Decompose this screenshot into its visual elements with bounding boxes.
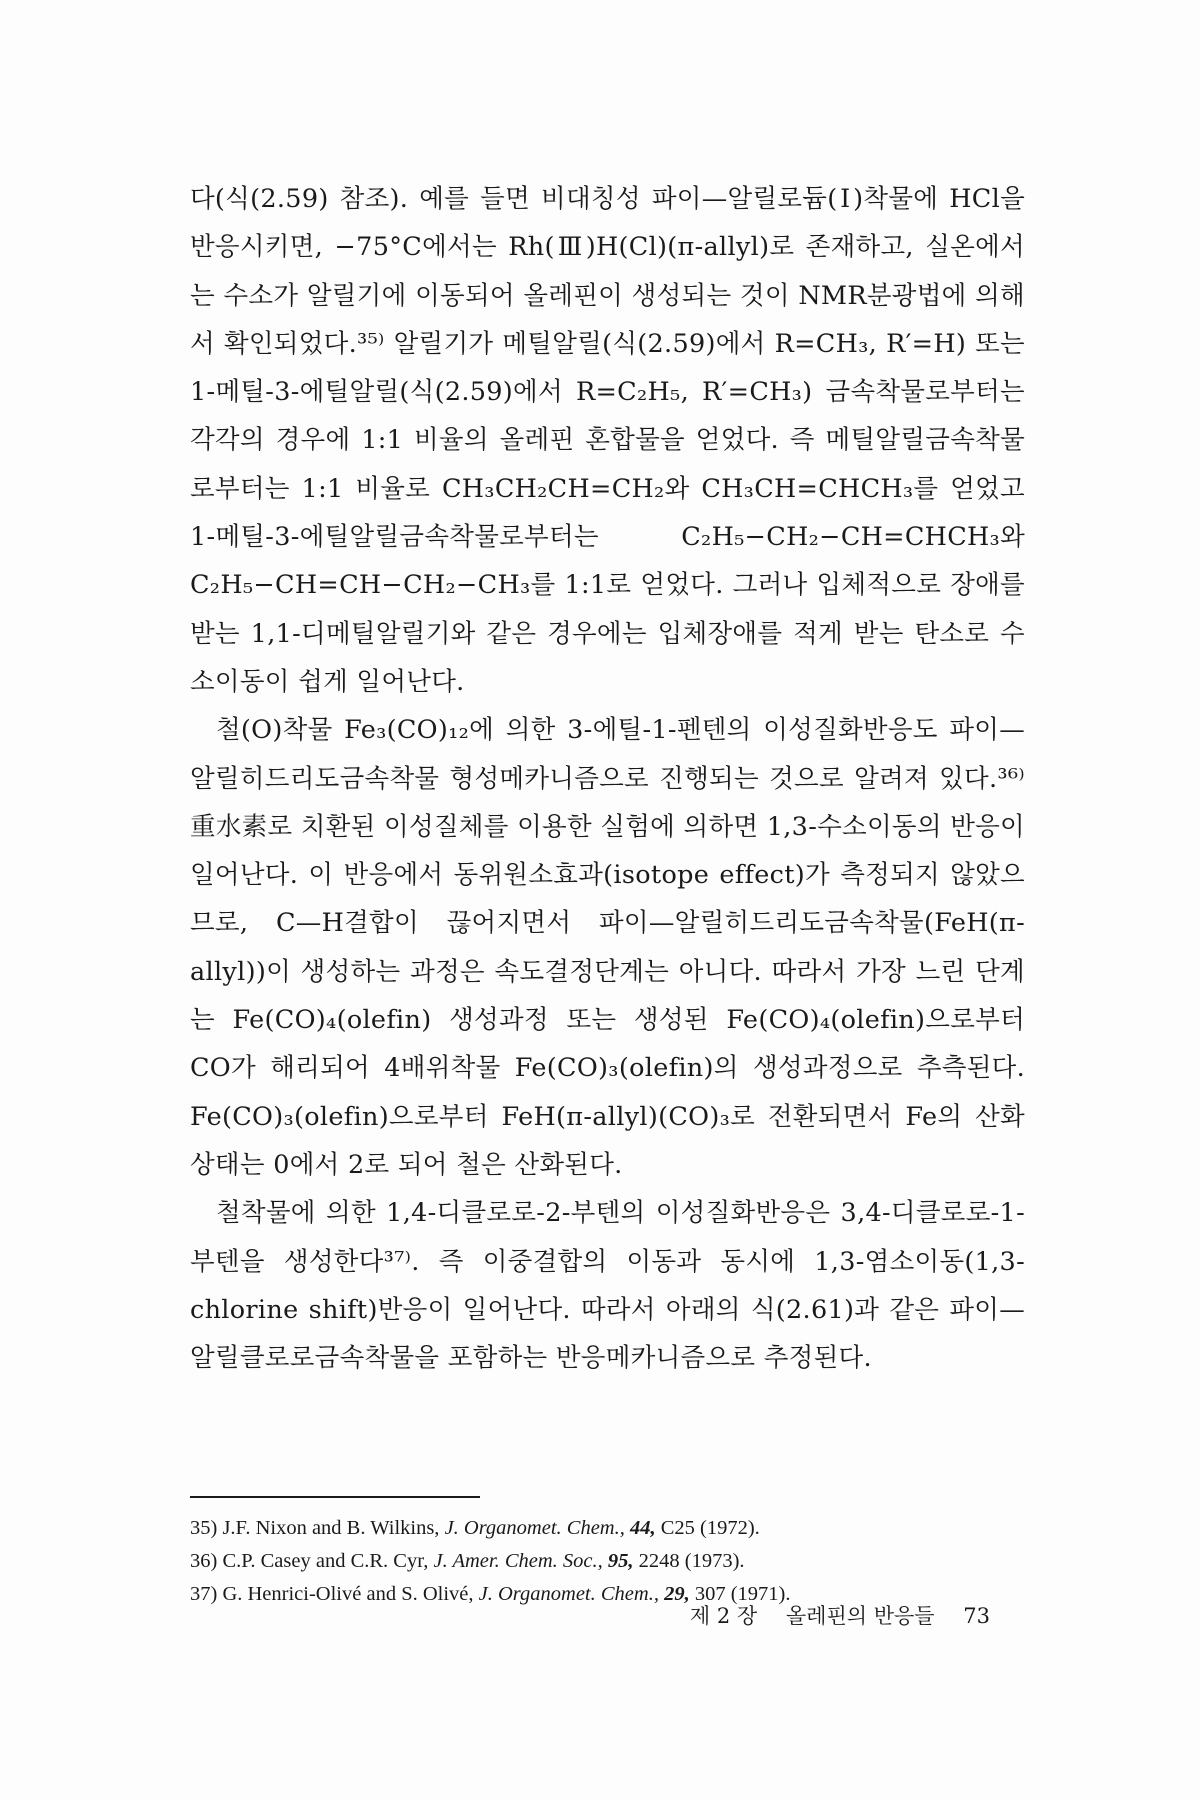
footnote-number: 35) [190,1517,218,1539]
body-text [190,175,1025,1382]
footnote-number: 37) [190,1583,218,1605]
footnote-journal: J. Organomet. Chem., [444,1517,625,1539]
footnote-35 [190,1512,1010,1545]
footnote-authors: J.F. Nixon and B. Wilkins, [222,1517,440,1539]
paragraph-1: 다(식(2.59) 참조). 예를 들면 비대칭성 파이—알릴로듐(Ⅰ)착물에 HCl을 반응시키면, −75°C에서는 Rh(Ⅲ)H(Cl)(π-allyl)로 존재하고, 실온에서는 수소가 알릴기에 이동되어 올레핀이 생성되는 것이 NMR분광법에 의해서 확인되었다.³⁵⁾ 알릴기가 메틸알릴(식(2.59)에서 R=CH₃, R′=H) 또는 1-메틸-3-에틸알릴(식(2.59)에서 R=C₂H₅, R′=CH₃) 금속착물로부터는 각각의 경우에 1:1 비율의 올레핀 혼합물을 얻었다. 즉 메틸알릴금속착물로부터는 1:1 비율로 CH₃CH₂CH=CH₂와 CH₃CH=CHCH₃를 얻었고 1-메틸-3-에틸알릴금속착물로부터는 C₂H₅−CH₂−CH=CHCH₃와 C₂H₅−CH=CH−CH₂−CH₃를 1:1로 얻었다. 그러나 입체적으로 장애를 받는 1,1-디메틸알릴기와 같은 경우에는 입체장애를 적게 받는 탄소로 수소이동이 쉽게 일어난다. [190,184,1025,697]
footnote-pages: 2248 (1973). [638,1550,745,1572]
paragraph-2: 철(O)착물 Fe₃(CO)₁₂에 의한 3-에틸-1-펜텐의 이성질화반응도 파이—알릴히드리도금속착물 형성메카니즘으로 진행되는 것으로 알려져 있다.³⁶⁾ 重水素로 치환된 이성질체를 이용한 실험에 의하면 1,3-수소이동의 반응이 일어난다. 이 반응에서 동위원소효과(isotope effect)가 측정되지 않았으므로, C—H결합이 끊어지면서 파이—알릴히드리도금속착물(FeH(π-allyl))이 생성하는 과정은 속도결정단계는 아니다. 따라서 가장 느린 단계는 Fe(CO)₄(olefin) 생성과정 또는 생성된 Fe(CO)₄(olefin)으로부터 CO가 해리되어 4배위착물 Fe(CO)₃(olefin)의 생성과정으로 추측된다. Fe(CO)₃(olefin)으로부터 FeH(π-allyl)(CO)₃로 전환되면서 Fe의 산화상태는 0에서 2로 되어 철은 산화된다. [190,715,1025,1180]
footnotes [190,1512,1010,1611]
footnote-36 [190,1545,1010,1578]
footer-title: 올레핀의 반응들 [785,1604,935,1628]
footnote-volume: 29, [664,1583,690,1605]
footnote-number: 36) [190,1550,218,1572]
paragraph-3: 철착물에 의한 1,4-디클로로-2-부텐의 이성질화반응은 3,4-디클로로-1-부텐을 생성한다³⁷⁾. 즉 이중결합의 이동과 동시에 1,3-염소이동(1,3-chlorine shift)반응이 일어난다. 따라서 아래의 식(2.61)과 같은 파이—알릴클로로금속착물을 포함하는 반응메카니즘으로 추정된다. [190,1198,1025,1374]
footnote-volume: 95, [607,1550,634,1572]
footnote-journal: J. Organomet. Chem., [478,1583,659,1605]
footnote-authors: C.P. Casey and C.R. Cyr, [222,1550,429,1572]
footnote-journal: J. Amer. Chem. Soc., [433,1550,603,1572]
footnote-divider [190,1496,480,1498]
page-number: 73 [963,1604,990,1628]
footnote-pages: C25 (1972). [660,1517,760,1539]
footnote-volume: 44, [629,1517,656,1539]
footnote-pages: 307 (1971). [694,1583,791,1605]
footer-chapter: 제 2 장 [689,1604,758,1628]
footnote-authors: G. Henrici-Olivé and S. Olivé, [222,1583,474,1605]
running-footer [660,1600,990,1632]
